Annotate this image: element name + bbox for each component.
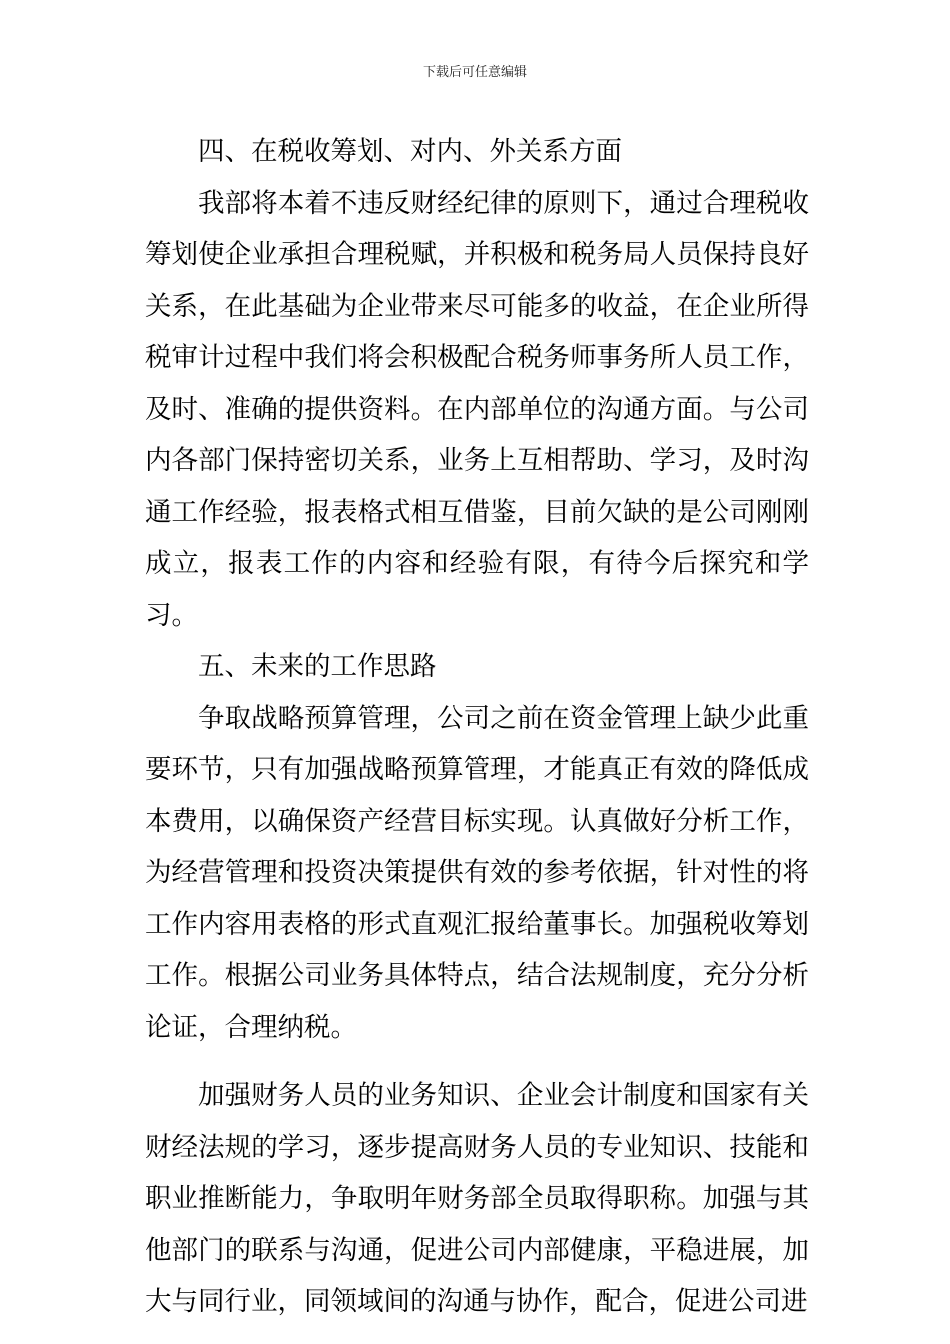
paragraph-staff-training: 加强财务人员的业务知识、企业会计制度和国家有关财经法规的学习，逐步提高财务人员的专业知识、技能和职业推断能力，争取明年财务部全员取得职称。加强与其他部门的联系与沟通，促进公司内部健康，平稳进展，加大与同行业，同领域间的沟通与协作，配合，促进公司进 [145, 1080, 809, 1317]
section-heading-future-work: 五、未来的工作思路 [198, 651, 437, 682]
document-body [145, 126, 809, 1328]
paragraph-budget-management: 争取战略预算管理，公司之前在资金管理上缺少此重要环节，只有加强战略预算管理，才能真正有效的降低成本费用，以确保资产经营目标实现。认真做好分析工作，为经营管理和投资决策提供有效的参考依据，针对性的将工作内容用表格的形式直观汇报给董事长。加强税收筹划工作。根据公司业务具体特点，结合法规制度，充分分析论证，合理纳税。 [145, 702, 809, 1043]
paragraph-tax-planning: 我部将本着不违反财经纪律的原则下，通过合理税收筹划使企业承担合理税赋，并积极和税务局人员保持良好关系，在此基础为企业带来尽可能多的收益，在企业所得税审计过程中我们将会积极配合税务师事务所人员工作，及时、准确的提供资料。在内部单位的沟通方面。与公司内各部门保持密切关系，业务上互相帮助、学习，及时沟通工作经验，报表格式相互借鉴，目前欠缺的是公司刚刚成立，报表工作的内容和经验有限，有待今后探究和学习。 [145, 187, 809, 631]
page-header: 下载后可任意编辑 [422, 65, 527, 80]
section-heading-tax-planning: 四、在税收筹划、对内、外关系方面 [198, 136, 622, 167]
